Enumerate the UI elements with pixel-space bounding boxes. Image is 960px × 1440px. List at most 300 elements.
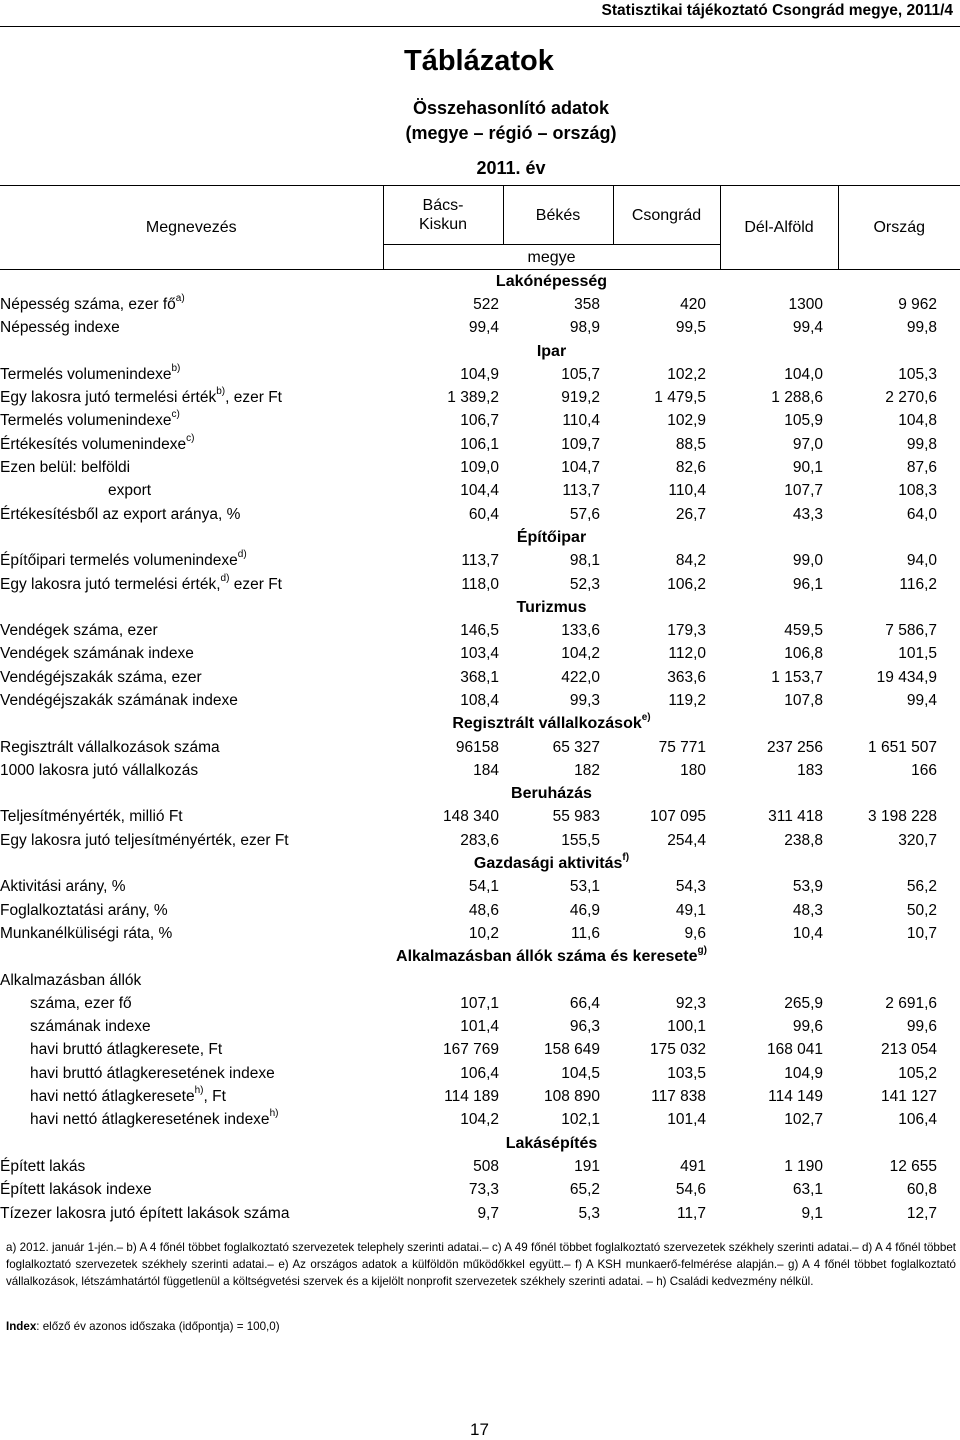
row-label [0,480,383,503]
row-label-text: Termelés volumenindexe [0,412,172,430]
cell-del-alfold: 48,3 [792,901,823,919]
cell-del-alfold: 237 256 [766,738,823,756]
cell-csongrad: 103,5 [667,1064,706,1082]
row-label-text: Regisztrált vállalkozások száma [0,738,220,756]
cell-csongrad: 102,2 [667,365,706,383]
row-label-text: havi nettó átlagkeresetének indexe [30,1111,270,1129]
row-label-suffix: ezer Ft [229,575,282,593]
cell-orszag: 213 054 [880,1041,937,1059]
index-note-label: Index [6,1320,37,1333]
cell-csongrad: 49,1 [675,901,706,919]
row-label [0,1062,383,1085]
cell-bekes: 104,7 [561,459,600,477]
col-header-csongrad: Csongrád [613,186,720,245]
cell-csongrad: 363,6 [667,668,706,686]
row-label [0,969,383,992]
index-note [6,1320,280,1333]
row-label [0,1085,383,1108]
cell-orszag: 105,2 [898,1064,937,1082]
section-label: Turizmus [516,598,587,616]
cell-csongrad: 9,6 [684,924,706,942]
row-label [0,1155,383,1178]
cell-bekes: 66,4 [569,994,600,1012]
cell-del-alfold: 265,9 [784,994,823,1012]
cell-del-alfold: 9,1 [801,1204,823,1222]
cell-orszag: 99,6 [906,1018,937,1036]
cell-bekes: 110,4 [562,412,600,430]
section-title [383,946,720,969]
table-row [0,480,960,503]
row-label [0,643,383,666]
cell-csongrad: 1 479,5 [654,389,706,407]
cell-csongrad: 119,2 [668,691,706,709]
col-header-bacs-line1: Bács- [422,197,464,214]
section-title [383,270,720,294]
section-title [383,526,720,549]
section-label: Lakásépítés [505,1134,598,1152]
cell-orszag: 7 586,7 [885,622,937,640]
cell-bekes: 98,9 [569,319,600,337]
cell-del-alfold: 99,0 [792,552,823,570]
section-label: Alkalmazásban állók száma és keresete [396,948,698,966]
cell-del-alfold: 1 153,7 [771,668,823,686]
row-label-text: Egy lakosra jutó termelési érték [0,389,217,407]
cell-bacs-kiskun: 104,4 [460,482,499,500]
row-label [0,550,383,573]
cell-orszag: 99,8 [906,435,937,453]
row-label-text: Vendégek száma, ezer [0,622,158,640]
cell-bekes: 96,3 [569,1018,600,1036]
row-label-text: Építőipari termelés volumenindexe [0,552,238,570]
cell-csongrad: 75 771 [658,738,706,756]
cell-bekes [503,969,613,992]
cell-orszag: 99,8 [906,319,937,337]
row-label [0,992,383,1015]
cell-csongrad: 179,3 [667,622,706,640]
cell-orszag: 94,0 [906,552,937,570]
cell-bacs-kiskun: 283,6 [460,831,499,849]
cell-bacs-kiskun: 113,7 [461,552,499,570]
cell-bekes: 133,6 [561,622,600,640]
section-title [383,852,720,875]
row-label [0,456,383,479]
cell-bekes: 46,9 [569,901,600,919]
cell-bekes: 11,6 [570,924,600,942]
cell-del-alfold [720,969,838,992]
cell-del-alfold: 90,1 [792,459,823,477]
row-label-text: Munkanélküliségi ráta, % [0,924,173,942]
col-header-bacs-line2: Kiskun [418,216,468,233]
row-label-text: Épített lakások indexe [0,1181,152,1199]
table-row [0,992,960,1015]
row-label [0,1016,383,1039]
cell-bekes: 5,3 [578,1204,600,1222]
cell-bacs-kiskun: 9,7 [477,1204,499,1222]
cell-bacs-kiskun: 106,4 [460,1064,499,1082]
cell-orszag: 1 651 507 [868,738,937,756]
row-label [0,736,383,759]
col-header-megye: megye [383,245,720,270]
cell-bekes: 155,5 [561,831,600,849]
table-row [0,1179,960,1202]
table-row [0,573,960,596]
row-label-text: Foglalkoztatási arány, % [0,901,168,919]
table-row [0,1039,960,1062]
cell-del-alfold: 1 190 [784,1157,823,1175]
section-title [383,783,720,806]
cell-csongrad: 54,6 [675,1181,706,1199]
subtitle-line2: (megye – régió – ország) [405,123,617,143]
cell-bacs-kiskun [383,969,503,992]
cell-del-alfold: 99,4 [792,319,823,337]
section-row [0,526,960,549]
row-footnote-mark: h) [194,1085,204,1097]
row-footnote-mark: d) [237,549,247,561]
cell-orszag: 2 691,6 [885,994,937,1012]
cell-csongrad: 100,1 [667,1018,706,1036]
table-row [0,666,960,689]
cell-csongrad [613,969,720,992]
cell-bekes: 109,7 [561,435,600,453]
section-label: Regisztrált vállalkozások [452,715,642,733]
row-label-text: Teljesítményérték, millió Ft [0,808,183,826]
row-label [0,689,383,712]
cell-orszag: 19 434,9 [876,668,937,686]
table-row [0,1016,960,1039]
cell-bacs-kiskun: 48,6 [468,901,499,919]
row-label-text: Vendégéjszakák számának indexe [0,691,238,709]
cell-bekes: 919,2 [561,389,600,407]
cell-bekes: 57,6 [569,505,600,523]
cell-csongrad: 88,5 [675,435,706,453]
cell-bekes: 108 890 [543,1088,600,1106]
cell-bacs-kiskun: 114 189 [444,1088,499,1106]
table-row [0,736,960,759]
table-row [0,386,960,409]
cell-orszag: 56,2 [906,878,937,896]
cell-orszag: 105,3 [898,365,937,383]
cell-csongrad: 84,2 [675,552,706,570]
index-note-text: : előző év azonos időszaka (időpontja) = 100,0) [36,1320,280,1333]
cell-orszag: 99,4 [906,691,937,709]
row-label [0,922,383,945]
cell-bacs-kiskun: 107,1 [460,994,499,1012]
row-label-text: Egy lakosra jutó teljesítményérték, ezer Ft [0,831,289,849]
cell-bekes: 422,0 [561,668,600,686]
cell-bacs-kiskun: 103,4 [460,645,499,663]
cell-csongrad: 26,7 [675,505,706,523]
cell-csongrad: 420 [680,295,706,313]
cell-bacs-kiskun: 104,9 [460,365,499,383]
row-label-text: Ezen belül: belföldi [0,459,131,477]
cell-bekes: 105,7 [561,365,600,383]
table-row [0,689,960,712]
cell-bacs-kiskun: 73,3 [468,1181,499,1199]
cell-bacs-kiskun: 54,1 [468,878,499,896]
cell-bacs-kiskun: 167 769 [442,1041,499,1059]
year-label: 2011. év [476,158,546,178]
section-row [0,340,960,363]
row-label-text: számának indexe [30,1018,151,1036]
row-label [0,666,383,689]
cell-bacs-kiskun: 508 [473,1157,499,1175]
row-label [0,503,383,526]
row-label [0,829,383,852]
row-label [0,410,383,433]
row-label-text: Egy lakosra jutó termelési érték, [0,575,221,593]
table-row [0,899,960,922]
section-label: Építőipar [516,528,587,546]
row-label-text: Értékesítés volumenindexe [0,435,187,453]
row-label [0,899,383,922]
table-row [0,876,960,899]
row-label-text: 1000 lakosra jutó vállalkozás [0,761,199,779]
cell-del-alfold: 107,8 [784,691,823,709]
table-row [0,829,960,852]
table-header-row [0,186,960,245]
table-row [0,759,960,782]
table-row [0,643,960,666]
row-label [0,363,383,386]
cell-del-alfold: 53,9 [792,878,823,896]
cell-orszag: 3 198 228 [868,808,937,826]
cell-orszag: 50,2 [906,901,937,919]
row-label [0,573,383,596]
cell-del-alfold: 104,9 [784,1064,823,1082]
row-label [0,619,383,642]
section-title [383,1132,720,1155]
table-row [0,550,960,573]
cell-csongrad: 110,4 [668,482,706,500]
row-label-text: Alkalmazásban állók [0,971,142,989]
cell-del-alfold: 105,9 [784,412,823,430]
cell-bacs-kiskun: 118,0 [461,575,499,593]
row-label-text: havi bruttó átlagkeresetének indexe [30,1064,275,1082]
row-label [0,1202,383,1225]
cell-orszag: 104,8 [898,412,937,430]
cell-bacs-kiskun: 368,1 [460,668,499,686]
cell-csongrad: 99,5 [675,319,706,337]
section-label: Beruházás [511,785,592,803]
cell-bacs-kiskun: 184 [473,761,499,779]
section-row [0,270,960,294]
cell-del-alfold: 311 418 [768,808,823,826]
cell-orszag: 10,7 [906,924,937,942]
row-label-text: Értékesítésből az export aránya, % [0,505,241,523]
cell-bacs-kiskun: 146,5 [460,622,499,640]
row-label [0,1179,383,1202]
page-title: Táblázatok [404,45,554,77]
cell-bekes: 358 [574,295,600,313]
cell-orszag: 12 655 [889,1157,937,1175]
section-row [0,596,960,619]
cell-bacs-kiskun: 10,2 [468,924,499,942]
cell-del-alfold: 102,7 [784,1111,823,1129]
cell-csongrad: 106,2 [667,575,706,593]
footnotes: a) 2012. január 1-jén.– b) A 4 főnél többet foglalkoztató szervezetek telephely szerinti adatai.– c) A 49 főnél többet foglalkoztató szervezetek székhely szerinti adatai.– d) A 4 főnél többet foglalkoztató szervezetek székhely szerinti adatai.– e) Az országos adatok a külföldön működőkkel együtt.– f) A KSH munkaerő-felmérése alapján.– g) A 4 főnél többet foglalkoztató vállalkozások, létszámhatártól függetlenül a költségvetési szervek és a kijelölt nonprofit szervezetek székhely szerinti adatai. – h) Családi kedvezmény nélkül. [6,1241,956,1288]
table-row [0,503,960,526]
cell-del-alfold: 1300 [788,295,823,313]
cell-csongrad: 491 [680,1157,706,1175]
cell-orszag: 9 962 [898,295,937,313]
cell-bekes: 104,5 [561,1064,600,1082]
cell-bekes: 113,7 [562,482,600,500]
row-label-text: Aktivitási arány, % [0,878,126,896]
cell-bekes: 55 983 [552,808,600,826]
cell-bacs-kiskun: 108,4 [460,691,499,709]
table-row [0,806,960,829]
cell-bekes: 104,2 [561,645,600,663]
row-footnote-mark: c) [171,409,180,421]
cell-del-alfold: 63,1 [792,1181,823,1199]
col-header-name: Megnevezés [0,186,383,270]
cell-bacs-kiskun: 104,2 [460,1111,499,1129]
section-label: Gazdasági aktivitás [473,855,623,873]
cell-bacs-kiskun: 96158 [455,738,499,756]
section-title [383,713,720,736]
row-label-suffix: , Ft [203,1088,226,1106]
row-label-suffix: , ezer Ft [225,389,282,407]
row-label-text: havi bruttó átlagkeresete, Ft [30,1041,223,1059]
cell-bekes: 158 649 [543,1041,600,1059]
col-header-orszag: Ország [838,186,960,270]
col-header-bacs [383,186,503,245]
row-label-text: Vendégek számának indexe [0,645,194,663]
comparison-table [0,185,960,1225]
cell-csongrad: 101,4 [667,1111,706,1129]
section-label: Lakónépesség [495,272,608,290]
row-label-text: Termelés volumenindexe [0,365,172,383]
cell-bekes: 182 [574,761,600,779]
cell-bacs-kiskun: 522 [473,295,499,313]
table-row [0,410,960,433]
cell-orszag: 60,8 [906,1181,937,1199]
cell-bekes: 65,2 [569,1181,600,1199]
cell-bacs-kiskun: 106,1 [460,435,499,453]
table-row [0,1109,960,1132]
cell-bacs-kiskun: 106,7 [460,412,499,430]
col-header-delalfold: Dél-Alföld [720,186,838,270]
cell-bekes: 52,3 [569,575,600,593]
cell-bacs-kiskun: 109,0 [460,459,499,477]
cell-del-alfold: 114 149 [768,1088,823,1106]
cell-bacs-kiskun: 1 389,2 [447,389,499,407]
row-label-text: havi nettó átlagkeresete [30,1088,195,1106]
row-label [0,317,383,340]
cell-csongrad: 180 [680,761,706,779]
cell-del-alfold: 96,1 [792,575,823,593]
table-row [0,619,960,642]
cell-bacs-kiskun: 60,4 [468,505,499,523]
cell-bekes: 191 [574,1157,600,1175]
table-row [0,1085,960,1108]
section-title [383,340,720,363]
section-footnote-mark: f) [622,852,630,864]
row-label [0,876,383,899]
col-header-bekes: Békés [503,186,613,245]
table-row [0,969,960,992]
cell-orszag: 12,7 [906,1204,937,1222]
table-body [0,270,960,1226]
cell-bekes: 53,1 [569,878,600,896]
row-label [0,1039,383,1062]
cell-bacs-kiskun: 148 340 [442,808,499,826]
table-row [0,1155,960,1178]
cell-orszag: 101,5 [898,645,937,663]
cell-csongrad: 54,3 [675,878,706,896]
row-label-text: Vendégéjszakák száma, ezer [0,668,202,686]
page-number: 17 [470,1420,489,1439]
section-row [0,1132,960,1155]
cell-csongrad: 11,7 [676,1204,706,1222]
cell-del-alfold: 107,7 [784,482,823,500]
cell-del-alfold: 459,5 [784,622,823,640]
cell-del-alfold: 99,6 [792,1018,823,1036]
row-label [0,433,383,456]
row-label [0,293,383,316]
table-row [0,317,960,340]
cell-orszag [838,969,960,992]
cell-del-alfold: 43,3 [792,505,823,523]
cell-csongrad: 107 095 [649,808,706,826]
table-row [0,1062,960,1085]
cell-csongrad: 175 032 [649,1041,706,1059]
cell-del-alfold: 10,4 [792,924,823,942]
section-label: Ipar [536,342,567,360]
cell-bekes: 99,3 [569,691,600,709]
cell-bacs-kiskun: 99,4 [468,319,499,337]
row-footnote-mark: b) [216,386,226,398]
section-footnote-mark: e) [641,712,651,724]
section-title [383,596,720,619]
row-footnote-mark: c) [186,432,195,444]
row-label-text: száma, ezer fő [30,994,132,1012]
cell-bekes: 102,1 [561,1111,600,1129]
row-label [0,806,383,829]
section-row [0,783,960,806]
cell-del-alfold: 106,8 [784,645,823,663]
row-label [0,1109,383,1132]
cell-csongrad: 92,3 [675,994,706,1012]
cell-orszag: 87,6 [906,459,937,477]
cell-bekes: 98,1 [569,552,600,570]
cell-del-alfold: 168 041 [766,1041,823,1059]
cell-del-alfold: 97,0 [792,435,823,453]
cell-del-alfold: 104,0 [784,365,823,383]
cell-orszag: 106,4 [898,1111,937,1129]
row-footnote-mark: b) [171,362,181,374]
cell-csongrad: 254,4 [667,831,706,849]
row-footnote-mark: h) [269,1108,279,1120]
section-row [0,713,960,736]
subtitle-line1: Összehasonlító adatok [412,98,610,118]
cell-orszag: 166 [911,761,937,779]
cell-del-alfold: 1 288,6 [771,389,823,407]
section-footnote-mark: g) [697,945,707,957]
cell-orszag: 2 270,6 [885,389,937,407]
table-row [0,433,960,456]
cell-del-alfold: 238,8 [784,831,823,849]
cell-orszag: 320,7 [898,831,937,849]
cell-bacs-kiskun: 101,4 [460,1018,499,1036]
row-label [0,386,383,409]
table-row [0,293,960,316]
cell-orszag: 108,3 [898,482,937,500]
cell-orszag: 141 127 [880,1088,937,1106]
cell-csongrad: 117 838 [651,1088,706,1106]
row-label-text: Népesség indexe [0,319,120,337]
cell-orszag: 64,0 [906,505,937,523]
